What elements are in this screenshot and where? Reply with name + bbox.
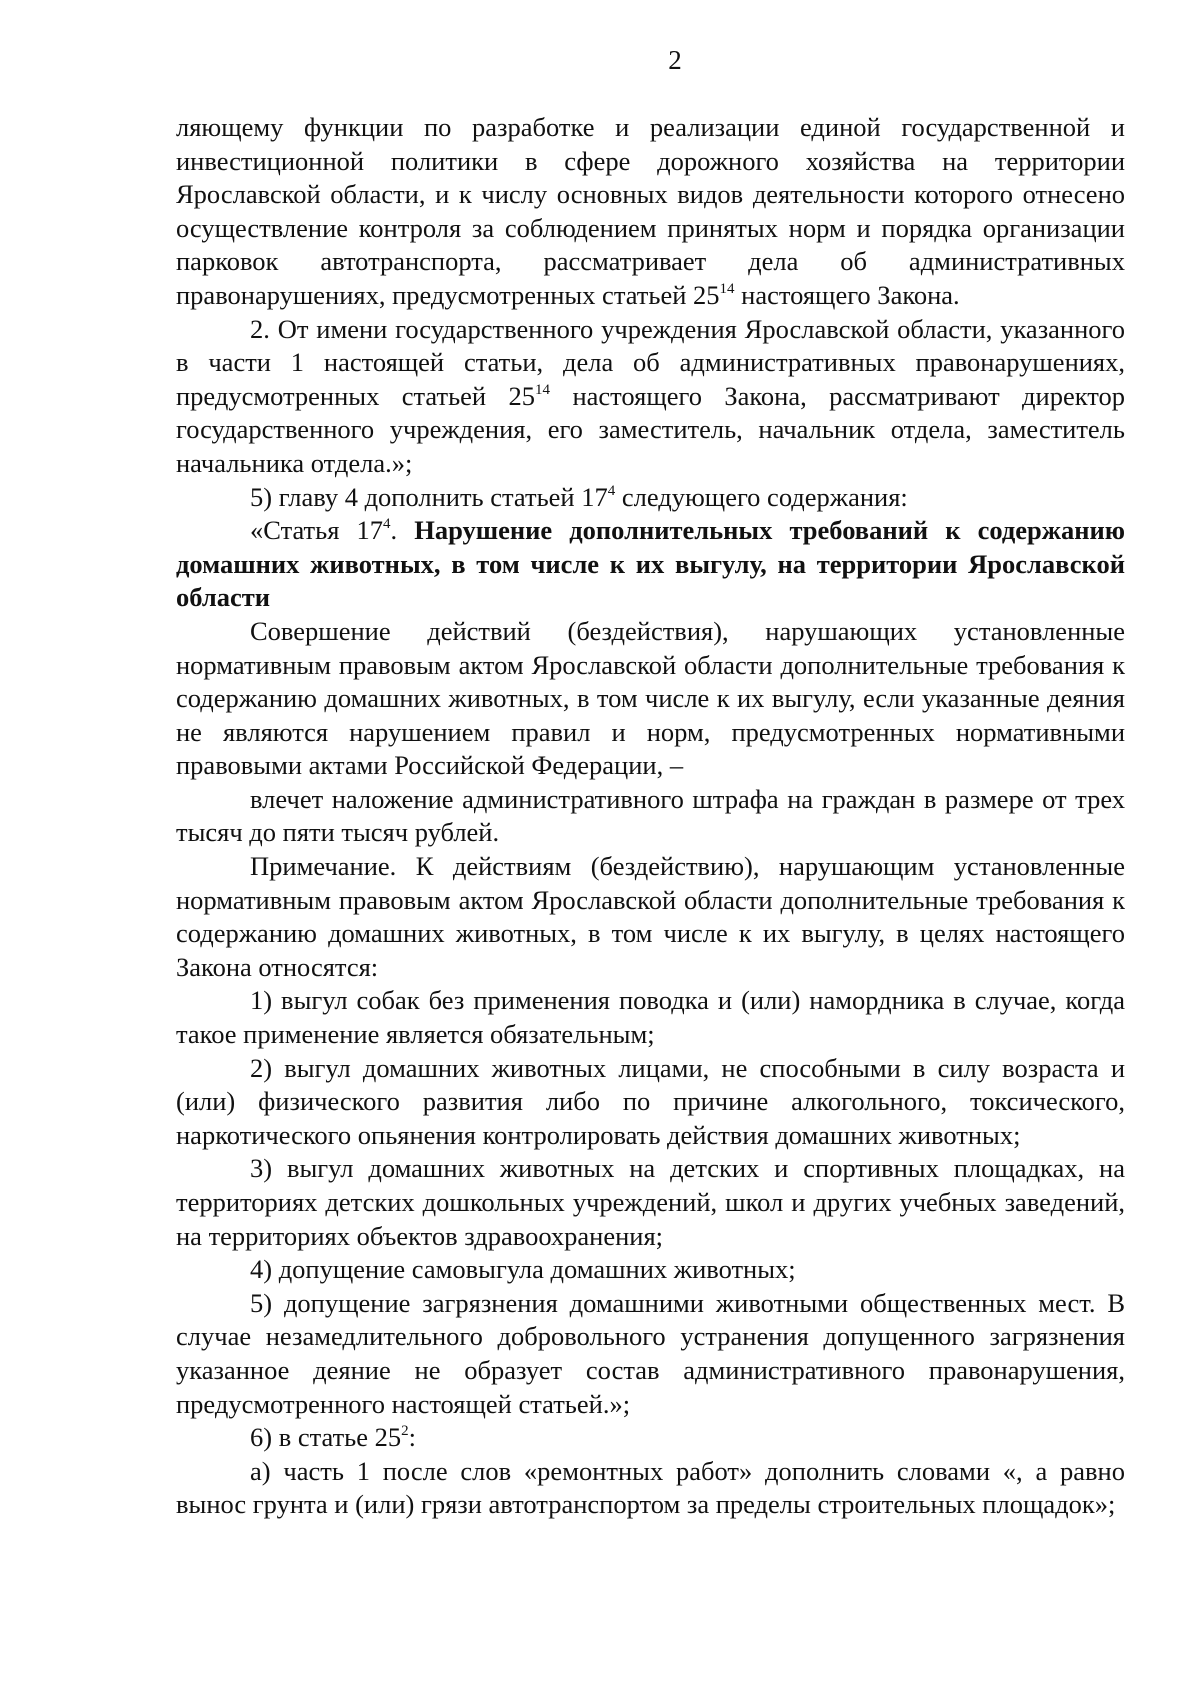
superscript: 4: [383, 516, 391, 533]
list-item-1: 1) выгул собак без применения поводка и (или) намордника в случае, когда такое применение является обязательным;: [176, 985, 1125, 1050]
list-item-3: 3) выгул домашних животных на детских и спортивных площадках, на территориях детских дошкольных учреждений, школ и других учебных заведений, на территориях объектов здравоохранения;: [176, 1153, 1125, 1251]
paragraph-item-6: [176, 1421, 1125, 1455]
superscript: 14: [719, 281, 735, 298]
paragraph-text: ляющему функции по разработке и реализации единой государственной и инвестиционной политики в сфере дорожного хозяйства на территории Ярославской области, и к числу основных видов деятельности которого отнесено осуществление контроля за соблюдением принятых норм и порядка организации парковок автотранспорта, рассматривает дела об административных правонарушениях, предусмотренных статьей 25: [176, 112, 1125, 310]
paragraph-subitem-a: а) часть 1 после слов «ремонтных работ» дополнить словами «, а равно вынос грунта и (или) грязи автотранспортом за пределы строительных площадок»;: [176, 1455, 1125, 1520]
paragraph-offense: Совершение действий (бездействия), нарушающих установленные нормативным правовым актом Ярославской области дополнительные требования к содержанию домашних животных, в том числе к их выгулу, если указанные деяния не являются нарушением правил и норм, предусмотренных нормативными правовыми актами Российской Федерации, –: [176, 615, 1125, 781]
paragraph-text: настоящего Закона.: [734, 279, 960, 310]
paragraph-text: 2. От имени государственного учреждения Ярославской области, указанного в части 1 настоящей статьи, дела об административных правонарушениях, предусмотренных статьей 25: [176, 313, 1125, 411]
paragraph-text: настоящего Закона, рассматривают директор государственного учреждения, его заместитель, начальник отдела, заместитель начальника отдела.»;: [176, 380, 1125, 478]
article-heading: Нарушение дополнительных требований к содержанию домашних животных, в том числе к их выгулу, на территории Ярославской области: [176, 515, 1126, 613]
paragraph-text: 6) в статье 25: [250, 1422, 402, 1453]
paragraph-part-2: [176, 313, 1125, 481]
list-item-2: 2) выгул домашних животных лицами, не способными в силу возраста и (или) физического развития либо по причине алкогольного, токсического, наркотического опьянения контролировать действия домашних животных;: [176, 1052, 1125, 1150]
paragraph-item-5: [176, 481, 1125, 515]
paragraph-continuation: [176, 111, 1125, 313]
article-dot: .: [390, 515, 415, 546]
article-label: «Статья 17: [250, 515, 384, 546]
list-item-5: 5) допущение загрязнения домашними животными общественных мест. В случае незамедлительного добровольного устранения допущенного загрязнения указанное деяние не образует состав административного правонарушения, предусмотренного настоящей статьей.»;: [176, 1287, 1125, 1419]
page-number: 2: [668, 45, 682, 75]
document-body: [176, 111, 1125, 1522]
paragraph-text: следующего содержания:: [615, 481, 908, 512]
paragraph-text: 5) главу 4 дополнить статьей 17: [250, 481, 608, 512]
superscript: 2: [401, 1423, 409, 1440]
superscript: 4: [607, 482, 616, 499]
superscript: 14: [535, 381, 551, 398]
list-item-4: 4) допущение самовыгула домашних животных;: [250, 1254, 796, 1285]
article-title: [176, 514, 1125, 615]
paragraph-text: :: [408, 1422, 417, 1453]
paragraph-penalty: влечет наложение административного штрафа на граждан в размере от трех тысяч до пяти тысяч рублей.: [176, 783, 1125, 848]
paragraph-note: Примечание. К действиям (бездействию), нарушающим установленные нормативным правовым актом Ярославской области дополнительные требования к содержанию домашних животных, в том числе к их выгулу, в целях настоящего Закона относятся:: [176, 851, 1125, 982]
